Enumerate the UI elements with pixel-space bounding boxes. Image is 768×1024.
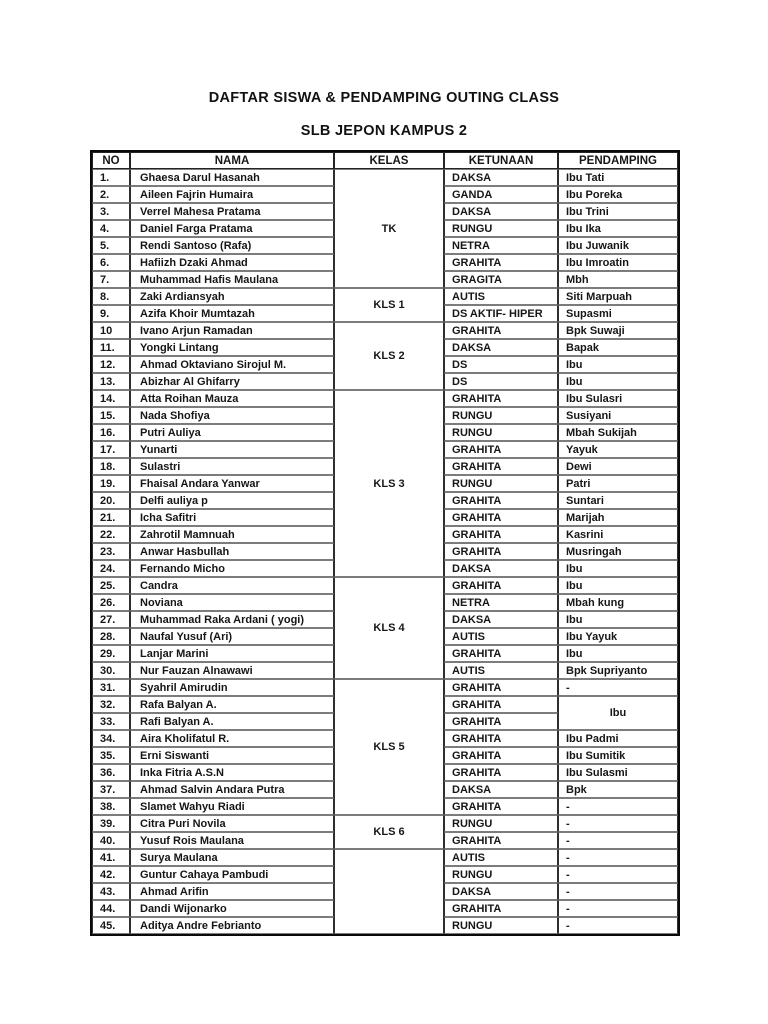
cell-no: 38. <box>92 798 130 815</box>
cell-kelas: KLS 5 <box>334 679 444 815</box>
cell-no: 24. <box>92 560 130 577</box>
cell-nama: Lanjar Marini <box>130 645 334 662</box>
cell-no: 31. <box>92 679 130 696</box>
cell-pendamping: Ibu Tati <box>558 169 678 186</box>
cell-pendamping: Patri <box>558 475 678 492</box>
cell-nama: Zaki Ardiansyah <box>130 288 334 305</box>
cell-no: 40. <box>92 832 130 849</box>
cell-ketunaan: DAKSA <box>444 169 558 186</box>
cell-no: 13. <box>92 373 130 390</box>
cell-no: 15. <box>92 407 130 424</box>
cell-nama: Yunarti <box>130 441 334 458</box>
cell-no: 45. <box>92 917 130 934</box>
cell-pendamping: Ibu <box>558 577 678 594</box>
cell-no: 6. <box>92 254 130 271</box>
cell-no: 37. <box>92 781 130 798</box>
cell-no: 18. <box>92 458 130 475</box>
cell-pendamping: Ibu Juwanik <box>558 237 678 254</box>
cell-no: 3. <box>92 203 130 220</box>
cell-pendamping: Siti Marpuah <box>558 288 678 305</box>
cell-nama: Muhammad Raka Ardani ( yogi) <box>130 611 334 628</box>
cell-pendamping: - <box>558 679 678 696</box>
cell-pendamping: - <box>558 815 678 832</box>
cell-pendamping: Mbah Sukijah <box>558 424 678 441</box>
cell-nama: Ivano Arjun Ramadan <box>130 322 334 339</box>
cell-nama: Erni Siswanti <box>130 747 334 764</box>
cell-ketunaan: DS <box>444 373 558 390</box>
table-header <box>92 152 678 169</box>
cell-kelas: KLS 4 <box>334 577 444 679</box>
cell-nama: Putri Auliya <box>130 424 334 441</box>
cell-nama: Ahmad Salvin Andara Putra <box>130 781 334 798</box>
cell-ketunaan: GRAHITA <box>444 900 558 917</box>
header-ketunaan: KETUNAAN <box>444 152 558 169</box>
student-table <box>90 150 680 936</box>
cell-no: 5. <box>92 237 130 254</box>
cell-ketunaan: DS <box>444 356 558 373</box>
cell-nama: Syahril Amirudin <box>130 679 334 696</box>
cell-no: 43. <box>92 883 130 900</box>
cell-ketunaan: GRAHITA <box>444 577 558 594</box>
cell-ketunaan: AUTIS <box>444 849 558 866</box>
cell-nama: Anwar Hasbullah <box>130 543 334 560</box>
cell-no: 33. <box>92 713 130 730</box>
document-title: DAFTAR SISWA & PENDAMPING OUTING CLASS <box>208 90 560 106</box>
cell-ketunaan: GRAHITA <box>444 526 558 543</box>
cell-nama: Citra Puri Novila <box>130 815 334 832</box>
cell-pendamping: Ibu <box>558 611 678 628</box>
cell-nama: Delfi auliya p <box>130 492 334 509</box>
table-row <box>92 169 678 186</box>
cell-pendamping: Ibu Imroatin <box>558 254 678 271</box>
cell-nama: Candra <box>130 577 334 594</box>
cell-ketunaan: RUNGU <box>444 475 558 492</box>
cell-ketunaan: GRAHITA <box>444 747 558 764</box>
cell-ketunaan: AUTIS <box>444 628 558 645</box>
cell-no: 26. <box>92 594 130 611</box>
cell-ketunaan: GRAHITA <box>444 730 558 747</box>
cell-nama: Ghaesa Darul Hasanah <box>130 169 334 186</box>
cell-nama: Rafa Balyan A. <box>130 696 334 713</box>
cell-pendamping: - <box>558 883 678 900</box>
cell-nama: Azifa Khoir Mumtazah <box>130 305 334 322</box>
cell-pendamping: Susiyani <box>558 407 678 424</box>
cell-pendamping: Suntari <box>558 492 678 509</box>
cell-no: 14. <box>92 390 130 407</box>
cell-ketunaan: GRAGITA <box>444 271 558 288</box>
cell-nama: Abizhar Al Ghifarry <box>130 373 334 390</box>
cell-ketunaan: GRAHITA <box>444 492 558 509</box>
cell-no: 1. <box>92 169 130 186</box>
cell-pendamping: Bapak <box>558 339 678 356</box>
cell-pendamping: Yayuk <box>558 441 678 458</box>
cell-nama: Sulastri <box>130 458 334 475</box>
cell-ketunaan: RUNGU <box>444 917 558 934</box>
cell-ketunaan: GRAHITA <box>444 254 558 271</box>
cell-nama: Atta Roihan Mauza <box>130 390 334 407</box>
cell-nama: Dandi Wijonarko <box>130 900 334 917</box>
cell-ketunaan: GRAHITA <box>444 322 558 339</box>
cell-nama: Fhaisal Andara Yanwar <box>130 475 334 492</box>
cell-no: 28. <box>92 628 130 645</box>
cell-nama: Noviana <box>130 594 334 611</box>
cell-ketunaan: GRAHITA <box>444 713 558 730</box>
cell-pendamping: Ibu Sulasmi <box>558 764 678 781</box>
table-row <box>92 849 678 866</box>
cell-nama: Hafiizh Dzaki Ahmad <box>130 254 334 271</box>
cell-no: 2. <box>92 186 130 203</box>
cell-ketunaan: DAKSA <box>444 781 558 798</box>
cell-ketunaan: GRAHITA <box>444 441 558 458</box>
cell-nama: Ahmad Arifin <box>130 883 334 900</box>
cell-nama: Verrel Mahesa Pratama <box>130 203 334 220</box>
cell-nama: Slamet Wahyu Riadi <box>130 798 334 815</box>
cell-pendamping: Dewi <box>558 458 678 475</box>
cell-ketunaan: GRAHITA <box>444 458 558 475</box>
cell-ketunaan: DAKSA <box>444 560 558 577</box>
cell-ketunaan: AUTIS <box>444 662 558 679</box>
cell-nama: Nada Shofiya <box>130 407 334 424</box>
cell-nama: Naufal Yusuf (Ari) <box>130 628 334 645</box>
cell-ketunaan: NETRA <box>444 594 558 611</box>
cell-ketunaan: GRAHITA <box>444 764 558 781</box>
cell-no: 4. <box>92 220 130 237</box>
cell-pendamping: Ibu Poreka <box>558 186 678 203</box>
cell-ketunaan: GRAHITA <box>444 679 558 696</box>
cell-pendamping: Ibu <box>558 696 678 730</box>
cell-pendamping: Bpk Suwaji <box>558 322 678 339</box>
cell-pendamping: Kasrini <box>558 526 678 543</box>
cell-ketunaan: DAKSA <box>444 883 558 900</box>
cell-ketunaan: GRAHITA <box>444 832 558 849</box>
cell-no: 30. <box>92 662 130 679</box>
cell-pendamping: Ibu <box>558 356 678 373</box>
header-no: NO <box>92 152 130 169</box>
cell-nama: Yongki Lintang <box>130 339 334 356</box>
cell-nama: Surya Maulana <box>130 849 334 866</box>
cell-pendamping: - <box>558 849 678 866</box>
cell-ketunaan: RUNGU <box>444 866 558 883</box>
table-row <box>92 679 678 696</box>
cell-nama: Yusuf Rois Maulana <box>130 832 334 849</box>
cell-nama: Inka Fitria A.S.N <box>130 764 334 781</box>
cell-no: 8. <box>92 288 130 305</box>
cell-ketunaan: RUNGU <box>444 220 558 237</box>
cell-pendamping: Bpk <box>558 781 678 798</box>
cell-nama: Ahmad Oktaviano Sirojul M. <box>130 356 334 373</box>
cell-no: 16. <box>92 424 130 441</box>
table-row <box>92 577 678 594</box>
cell-no: 12. <box>92 356 130 373</box>
cell-kelas: KLS 6 <box>334 815 444 849</box>
cell-ketunaan: DS AKTIF- HIPER <box>444 305 558 322</box>
cell-pendamping: Musringah <box>558 543 678 560</box>
cell-no: 10 <box>92 322 130 339</box>
cell-nama: Nur Fauzan Alnawawi <box>130 662 334 679</box>
header-row <box>92 152 678 169</box>
cell-no: 23. <box>92 543 130 560</box>
cell-pendamping: - <box>558 917 678 934</box>
table-row <box>92 288 678 305</box>
table-row <box>92 322 678 339</box>
cell-no: 22. <box>92 526 130 543</box>
cell-pendamping: Ibu Yayuk <box>558 628 678 645</box>
cell-no: 17. <box>92 441 130 458</box>
cell-pendamping: Ibu <box>558 645 678 662</box>
cell-no: 34. <box>92 730 130 747</box>
cell-no: 11. <box>92 339 130 356</box>
cell-ketunaan: RUNGU <box>444 407 558 424</box>
cell-pendamping: Ibu <box>558 373 678 390</box>
cell-ketunaan: DAKSA <box>444 203 558 220</box>
cell-ketunaan: AUTIS <box>444 288 558 305</box>
cell-nama: Muhammad Hafis Maulana <box>130 271 334 288</box>
cell-pendamping: Mbh <box>558 271 678 288</box>
cell-pendamping: Ibu Sulasri <box>558 390 678 407</box>
cell-no: 44. <box>92 900 130 917</box>
cell-nama: Fernando Micho <box>130 560 334 577</box>
cell-no: 20. <box>92 492 130 509</box>
cell-nama: Icha Safitri <box>130 509 334 526</box>
cell-nama: Rendi Santoso (Rafa) <box>130 237 334 254</box>
cell-nama: Aira Kholifatul R. <box>130 730 334 747</box>
cell-no: 9. <box>92 305 130 322</box>
cell-kelas: KLS 1 <box>334 288 444 322</box>
cell-no: 19. <box>92 475 130 492</box>
cell-pendamping: Ibu Trini <box>558 203 678 220</box>
cell-kelas <box>334 849 444 934</box>
cell-no: 29. <box>92 645 130 662</box>
document-subtitle: SLB JEPON KAMPUS 2 <box>300 123 468 139</box>
cell-pendamping: Ibu Padmi <box>558 730 678 747</box>
cell-no: 36. <box>92 764 130 781</box>
cell-no: 39. <box>92 815 130 832</box>
cell-ketunaan: DAKSA <box>444 611 558 628</box>
cell-no: 21. <box>92 509 130 526</box>
cell-ketunaan: NETRA <box>444 237 558 254</box>
cell-pendamping: Bpk Supriyanto <box>558 662 678 679</box>
cell-no: 41. <box>92 849 130 866</box>
cell-pendamping: Mbah kung <box>558 594 678 611</box>
cell-ketunaan: GRAHITA <box>444 798 558 815</box>
cell-no: 42. <box>92 866 130 883</box>
cell-kelas: KLS 2 <box>334 322 444 390</box>
header-kelas: KELAS <box>334 152 444 169</box>
cell-no: 25. <box>92 577 130 594</box>
cell-pendamping: - <box>558 900 678 917</box>
cell-nama: Aileen Fajrin Humaira <box>130 186 334 203</box>
cell-pendamping: - <box>558 798 678 815</box>
cell-ketunaan: RUNGU <box>444 815 558 832</box>
cell-ketunaan: GRAHITA <box>444 696 558 713</box>
cell-pendamping: Ibu Ika <box>558 220 678 237</box>
cell-no: 7. <box>92 271 130 288</box>
cell-nama: Daniel Farga Pratama <box>130 220 334 237</box>
header-nama: NAMA <box>130 152 334 169</box>
cell-nama: Guntur Cahaya Pambudi <box>130 866 334 883</box>
cell-ketunaan: GANDA <box>444 186 558 203</box>
cell-ketunaan: GRAHITA <box>444 645 558 662</box>
header-pendamping: PENDAMPING <box>558 152 678 169</box>
cell-pendamping: Ibu <box>558 560 678 577</box>
cell-pendamping: - <box>558 832 678 849</box>
cell-no: 27. <box>92 611 130 628</box>
cell-ketunaan: RUNGU <box>444 424 558 441</box>
cell-nama: Zahrotil Mamnuah <box>130 526 334 543</box>
cell-kelas: TK <box>334 169 444 288</box>
cell-pendamping: Supasmi <box>558 305 678 322</box>
cell-ketunaan: GRAHITA <box>444 509 558 526</box>
cell-no: 35. <box>92 747 130 764</box>
cell-pendamping: Ibu Sumitik <box>558 747 678 764</box>
cell-ketunaan: GRAHITA <box>444 543 558 560</box>
cell-kelas: KLS 3 <box>334 390 444 577</box>
cell-nama: Rafi Balyan A. <box>130 713 334 730</box>
cell-pendamping: - <box>558 866 678 883</box>
cell-ketunaan: DAKSA <box>444 339 558 356</box>
table-row <box>92 390 678 407</box>
cell-no: 32. <box>92 696 130 713</box>
cell-pendamping: Marijah <box>558 509 678 526</box>
cell-ketunaan: GRAHITA <box>444 390 558 407</box>
cell-nama: Aditya Andre Febrianto <box>130 917 334 934</box>
table-body <box>92 169 678 934</box>
table-row <box>92 815 678 832</box>
